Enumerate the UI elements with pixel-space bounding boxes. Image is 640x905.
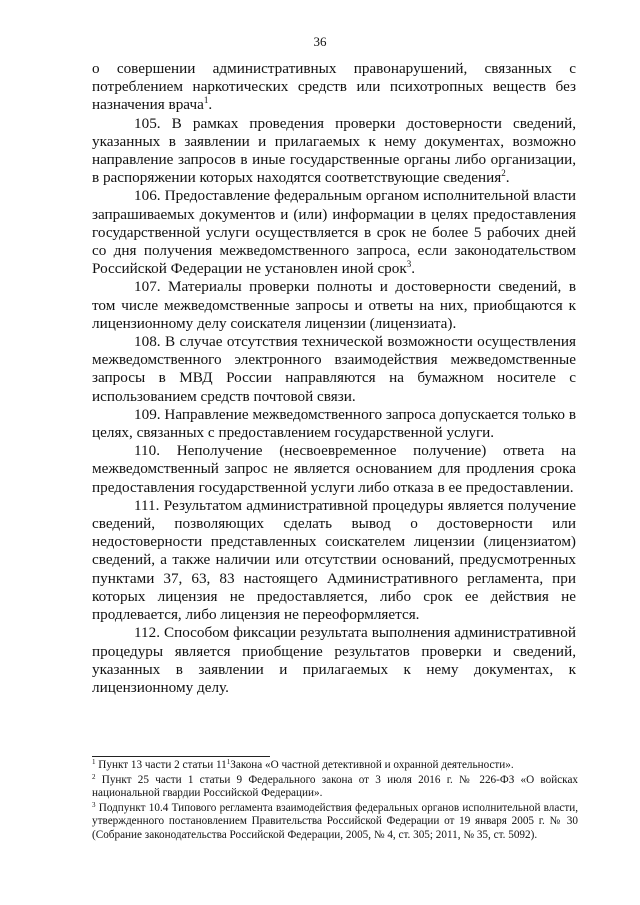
- footnote-ref: 1: [203, 95, 209, 106]
- footnote-1: [92, 759, 578, 773]
- footnote-mark: 1: [92, 758, 96, 766]
- paragraph-111: 111. Результатом административной процедуры является получение сведений, позволяющих сделать вывод о достоверности или недостоверности представленных соискателем лицензии (лицензиатом) сведений, а также наличии или отсутствии оснований, предусмотренных пунктами 37, 63, 83 настоящего Административного регламента, при которых лицензия не предоставляется, либо срок ее действия не продлевается, либо лицензия не переоформляется.: [92, 496, 576, 624]
- footnote-ref: 3: [406, 259, 412, 270]
- footnote-3: [92, 802, 578, 843]
- document-body: [92, 60, 576, 697]
- page-number: 36: [313, 34, 327, 49]
- paragraph-112: 112. Способом фиксации результата выполнения административной процедуры является приобщение результатов проверки и сведений, указанных в заявлении и прилагаемых к нему документах, к лицензионному делу.: [92, 624, 576, 696]
- footnote-2: [92, 774, 578, 801]
- footnote-text: Пункт 25 части 1 статьи 9 Федерального закона от 3 июля 2016 г. № 226-ФЗ «О войсках национальной гвардии Российской Федерации».: [92, 773, 579, 800]
- footnote-ref: 2: [501, 168, 506, 179]
- footnote-mark: 2: [92, 772, 96, 781]
- paragraph-text: 106. Предоставление федеральным органом исполнительной власти запрашиваемых документов и (или) информации в целях предоставления государственной услуги осуществляется в срок не более 5 рабочих дней со дня получения межведомственного запроса, если законодательством Российской Федерации не установлен иной срок: [92, 187, 576, 278]
- paragraph-107: 107. Материалы проверки полноты и достоверности сведений, в том числе межведомственные запросы и ответы на них, приобщаются к лицензионному делу соискателя лицензии (лицензиата).: [92, 278, 576, 332]
- footnotes: [92, 759, 578, 844]
- footnote-text: Пункт 13 части 2 статьи 11: [98, 759, 227, 771]
- footnote-divider: [92, 756, 270, 757]
- paragraph-text: 105. В рамках проведения проверки достоверности сведений, указанных в заявлении и прилагаемых к нему документах, возможно направление запросов в иные государственные органы либо организации, в распоряжении которых находятся соответствующие сведения: [92, 114, 576, 187]
- paragraph-105: 105. В рамках проведения проверки достоверности сведений, указанных в заявлении и прилагаемых к нему документах, возможно направление запросов в иные государственные органы либо организации, в распоряжении которых находятся соответствующие сведения$^2$.: [92, 114, 576, 187]
- paragraph-108: 108. В случае отсутствия технической возможности осуществления межведомственного электронного взаимодействия межведомственные запросы в МВД России направляются на бумажном носителе с использованием средств почтовой связи.: [92, 333, 576, 405]
- paragraph-104-continuation: о совершении административных правонарушений, связанных с потреблением наркотических средств или психотропных веществ без назначения врача$^1$.: [92, 60, 576, 114]
- footnote-mark: 3: [92, 800, 96, 809]
- footnote-text-cont: Закона «О частной детективной и охранной деятельности».: [230, 759, 514, 771]
- paragraph-text: о совершении административных правонарушений, связанных с потреблением наркотических средств или психотропных веществ без назначения врача: [92, 60, 576, 114]
- paragraph-109: 109. Направление межведомственного запроса допускается только в целях, связанных с предоставлением государственной услуги.: [92, 405, 576, 442]
- paragraph-106: 106. Предоставление федеральным органом исполнительной власти запрашиваемых документов и (или) информации в целях предоставления государственной услуги осуществляется в срок не более 5 рабочих дней со дня получения межведомственного запроса, если законодательством Российской Федерации не установлен иной срок$^3$.: [92, 187, 576, 278]
- paragraph-110: 110. Неполучение (несвоевременное получение) ответа на межведомственный запрос не является основанием для продления срока предоставления государственной услуги либо отказа в ее предоставлении.: [92, 442, 576, 496]
- footnote-text: Подпункт 10.4 Типового регламента взаимодействия федеральных органов исполнительной власти, утвержденного постановлением Правительства Российской Федерации от 19 января 2005 г. № 30 (Собрание законодательства Российской Федерации, 2005, № 4, ст. 305; 2011, № 35, ст. 5092).: [92, 801, 578, 841]
- footnote-sup: 1: [226, 758, 231, 766]
